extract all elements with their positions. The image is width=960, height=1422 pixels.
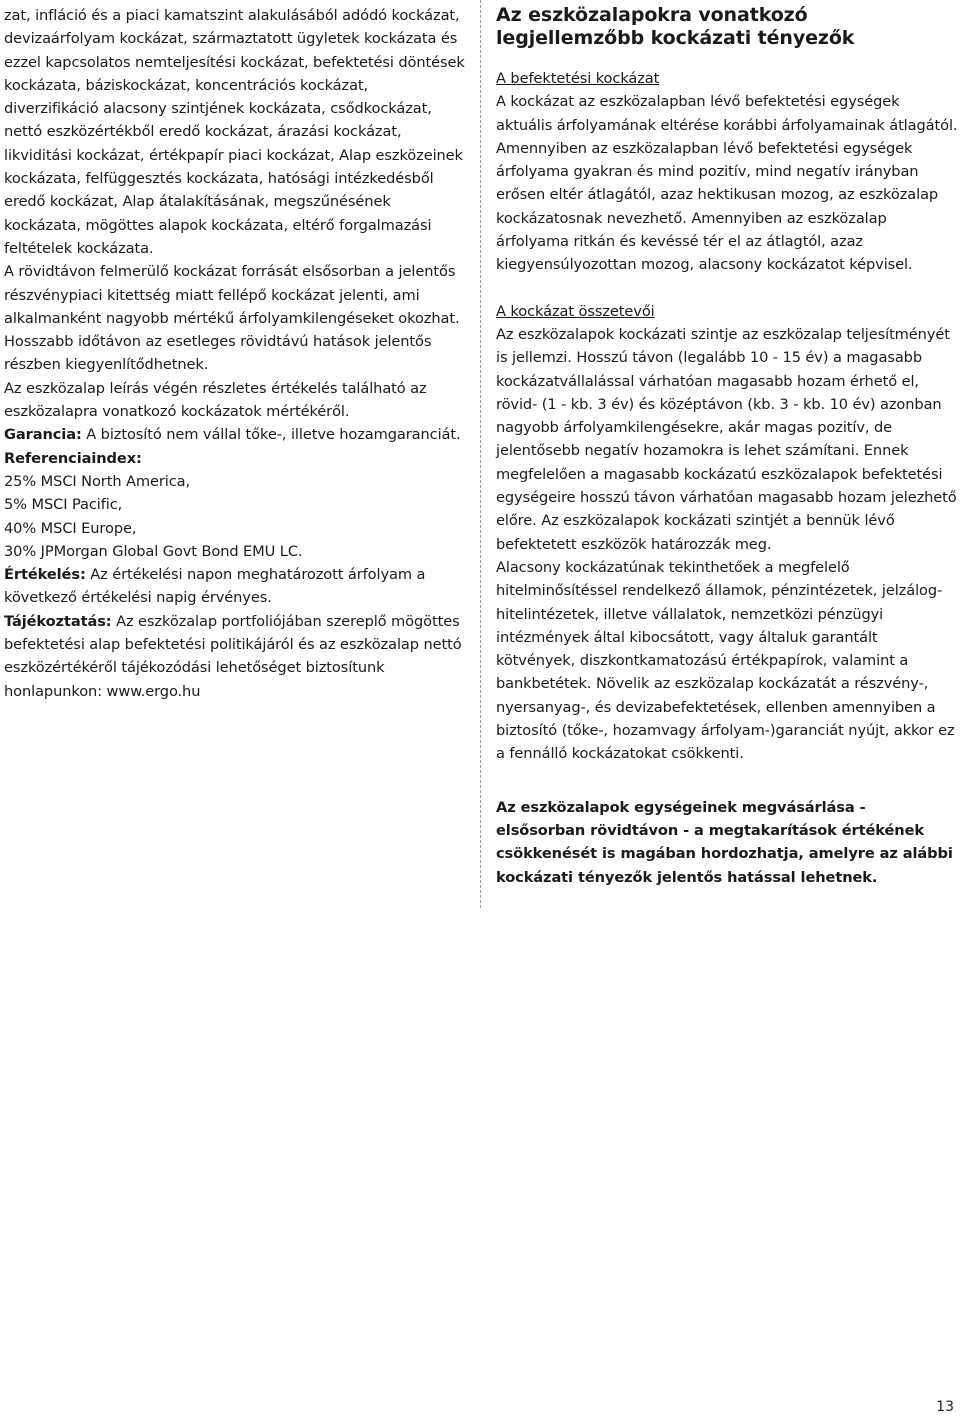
spacer <box>496 277 958 300</box>
column-divider <box>480 0 482 908</box>
left-column <box>4 4 466 703</box>
information-text: Az eszközalap portfoliójában szereplő mögöttes befektetési alap befektetési politikájáról és az eszközalap nettó eszközértékéről tájékozódási lehetőséget biztosítunk honlapunkon: www.ergo.hu <box>4 612 462 700</box>
valuation-text: Az értékelési napon meghatározott árfolyam a következő értékelési napig érvényes. <box>4 566 426 607</box>
closing-statement: Az eszközalapok egységeinek megvásárlása - elsősorban rövidtávon - a megtakarítások értékének csökkenését is magában hordozhatja, amelyre az alábbi kockázati tényezők jelentős hatással lehetnek. <box>496 798 953 886</box>
risk-components-paragraph-1: Az eszközalapok kockázati szintje az eszközalap teljesítményét is jellemzi. Hosszú távon (legalább 10 - 15 év) a magasabb kockázatvállalással várhatóan magasabb hozam érhető el, rövid- (1 - kb. 3 év) és középtávon (kb. 3 - kb. 10 év) azonban nagyobb árfolyamkilengésekre, akár magas pozitív, de jelentősebb negatív hozamokra is lehet számítani. Ennek megfelelően a magasabb kockázatú eszközalapok befektetési egységeire hosszú távon várhatóan magasabb hozam jelezhető előre. Az eszközalapok kockázati szintjét a bennük lévő befektetett eszközök határozzák meg. <box>496 325 957 553</box>
short-term-risk-paragraph: A rövidtávon felmerülő kockázat forrását elsősorban a jelentős részvénypiaci kitettség miatt fellépő kockázat jelenti, ami alkalmanként nagyobb mértékű árfolyamkilengéseket okozhat. Hosszabb időtávon az esetleges rövidtávú hatások jelentős részben kiegyenlítődhetnek. <box>4 263 460 374</box>
investment-risk-paragraph-1: A kockázat az eszközalapban lévő befektetési egységek aktuális árfolyamának eltérése korábbi árfolyamainak átlagától. <box>496 93 958 134</box>
risk-components-paragraph-2: Alacsony kockázatúnak tekinthetőek a megfelelő hitelminősítéssel rendelkező államok, pénzintézetek, jelzálog-hitelintézetek, illetve vállalatok, nemzetközi pénzügyi intézmények által kibocsátott, vagy általuk garantált kötvények, diszkontkamatozású értékpapírok, valamint a bankbetétek. Növelik az eszközalap kockázatát a részvény-, nyersanyag-, és devizabefektetések, ellenben amennyiben a biztosító (tőke-, hozamvagy árfolyam-)garanciát nyújt, akkor ez a fennálló kockázatokat csökkenti. <box>496 558 955 763</box>
valuation-label: Értékelés: <box>4 566 86 584</box>
information-label: Tájékoztatás: <box>4 612 112 630</box>
investment-risk-paragraph-2: Amennyiben az eszközalapban lévő befektetési egységek árfolyama gyakran és mind pozitív, mind negatív irányban erősen eltér átlagától, azaz hektikusan mozog, az eszközalap kockázatosnak nevezhető. Amennyiben az eszközalap árfolyama ritkán és kevéssé tér el az átlagtól, azaz kiegyensúlyozottan mozog, alacsony kockázatot képvisel. <box>496 139 939 274</box>
reference-index-item: 30% JPMorgan Global Govt Bond EMU LC. <box>4 542 303 560</box>
risk-components-subheading: A kockázat összetevői <box>496 302 655 320</box>
valuation-paragraph <box>4 563 466 610</box>
page-number: 13 <box>936 1399 954 1415</box>
reference-index-item: 25% MSCI North America, <box>4 472 191 490</box>
reference-index-label: Referenciaindex: <box>4 449 142 467</box>
guarantee-label: Garancia: <box>4 426 82 444</box>
evaluation-note-paragraph: Az eszközalap leírás végén részletes értékelés található az eszközalapra vonatkozó kockázatok mértékéről. <box>4 379 427 421</box>
reference-index-item: 5% MSCI Pacific, <box>4 496 123 514</box>
reference-index-item: 40% MSCI Europe, <box>4 519 137 537</box>
risk-list-paragraph: zat, infláció és a piaci kamatszint alakulásából adódó kockázat, devizaárfolyam kockázat, származtatott ügyletek kockázata és ezzel kapcsolatos nemteljesítési kockázat, befektetési döntések kockázata, báziskockázat, koncentrációs kockázat, diverzifikáció alacsony szintjének kockázata, csődkockázat, nettó eszközértékből eredő kockázat, árazási kockázat, likviditási kockázat, értékpapír piaci kockázat, Alap eszközeinek kockázata, felfüggesztés kockázata, hatósági intézkedésből eredő kockázat, Alap átalakításának, megszűnésének kockázata, mögöttes alapok kockázata, eltérő forgalmazási feltételek kockázata. <box>4 7 465 257</box>
guarantee-text: A biztosító nem vállal tőke-, illetve hozamgaranciát. <box>81 426 461 444</box>
guarantee-paragraph <box>4 423 466 446</box>
right-column <box>496 4 958 889</box>
section-heading: Az eszközalapokra vonatkozó legjellemzőbb kockázati tényezők <box>496 4 855 49</box>
investment-risk-subheading: A befektetési kockázat <box>496 70 660 87</box>
information-paragraph <box>4 610 466 703</box>
